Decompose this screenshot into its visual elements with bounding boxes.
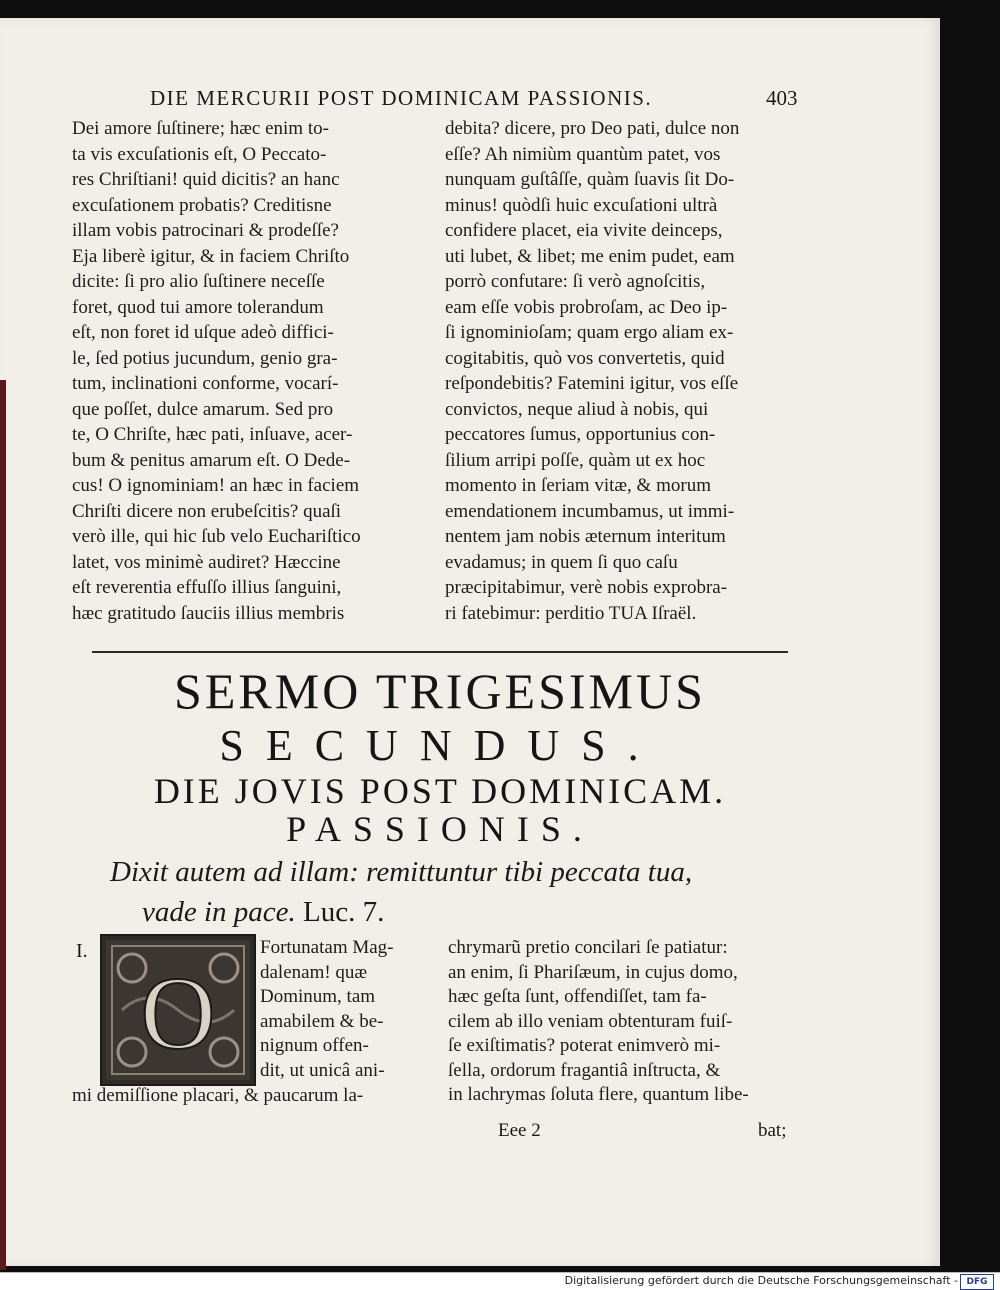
text-line: cus! O ignominiam! an hæc in faciem	[72, 475, 360, 496]
text-line: momento in ſeriam vitæ, & morum	[445, 475, 711, 496]
text-line: mi demiſſione placari, & paucarum la-	[72, 1085, 364, 1106]
text-line: ſella, ordorum fragantiâ inſtructa, &	[448, 1059, 721, 1081]
drop-cap-ornament	[100, 934, 256, 1086]
funding-notice: Digitalisierung gefördert durch die Deutsche Forschungsgemeinschaft -	[564, 1274, 958, 1287]
sermon-title-line3: DIE JOVIS POST DOMINICAM.	[153, 771, 727, 811]
text-line: ſi ignominioſam; quam ergo aliam ex-	[445, 322, 734, 343]
text-line: eſt reverentia effuſſo illius ſanguini,	[72, 577, 342, 598]
text-line: ri fatebimur: perditio TUA Iſraël.	[445, 602, 697, 624]
text-line: illam vobis patrocinari & prodeſſe?	[72, 220, 339, 241]
text-line: dit, ut unicâ ani-	[260, 1059, 385, 1081]
section1-beside-cap	[260, 936, 425, 1083]
text-line: Chriſti dicere non erubeſcitis? quaſi	[72, 500, 342, 522]
text-line: que poſſet, dulce amarum. Sed pro	[72, 398, 334, 420]
text-line: chrymarũ pretio concilari ſe patiatur:	[448, 937, 728, 958]
text-line: le, ſed potius jucundum, genio gra-	[72, 347, 338, 369]
text-line: Dei amore ſuſtinere; hæc enim to-	[72, 118, 329, 139]
left-column	[72, 116, 424, 626]
epigraph	[110, 852, 810, 932]
text-line: minus! quòdſi huic excuſationi ultrà	[445, 194, 718, 216]
text-line: dalenam! quæ	[260, 961, 368, 983]
text-line: excuſationem probatis? Creditisne	[72, 194, 332, 216]
page-number: 403	[766, 86, 798, 110]
text-line: in lachrymas ſoluta flere, quantum libe-	[448, 1084, 749, 1105]
text-line: evadamus; in quem ſi quo caſu	[445, 551, 678, 573]
sermon-title-line4: PASSIONIS.	[286, 809, 594, 849]
text-line: dicite: ſi pro alio ſuſtinere neceſſe	[72, 271, 325, 292]
text-line: hæc gratitudo ſauciis illius membris	[72, 602, 345, 624]
text-line: tum, inclinationi conforme, vocarí-	[72, 373, 339, 394]
signature-mark: Eee 2	[498, 1120, 541, 1141]
text-line: nignum offen-	[260, 1035, 369, 1056]
text-line: amabilem & be-	[260, 1010, 384, 1032]
section1-left-continue	[72, 1083, 424, 1109]
sermon-title-line1: SERMO TRIGESIMUS	[174, 663, 706, 719]
text-line: res Chriſtiani! quid dicitis? an hanc	[72, 169, 340, 190]
text-line: nentem jam nobis æternum interitum	[445, 526, 726, 547]
text-line: bum & penitus amarum eſt. O Dede-	[72, 449, 351, 471]
text-line: te, O Chriſte, hæc pati, inſuave, acer-	[72, 424, 353, 445]
text-line: Fortunatam Mag-	[260, 937, 394, 958]
epigraph-line1: Dixit autem ad illam: remittuntur tibi peccata tua,	[110, 856, 693, 888]
dfg-logo: DFG	[960, 1274, 994, 1290]
section1-right-column	[448, 936, 800, 1108]
running-header: DIE MERCURII POST DOMINICAM PASSIONIS.	[150, 86, 653, 110]
footer-bar	[0, 1272, 1000, 1290]
text-line: cilem ab illo veniam obtenturam fuiſ-	[448, 1010, 733, 1032]
epigraph-reference: Luc. 7.	[303, 896, 385, 928]
text-line: præcipitabimur, verè nobis exprobra-	[445, 577, 728, 598]
text-line: foret, quod tui amore tolerandum	[72, 296, 324, 318]
text-line: ſe exiſtimatis? poterat enimverò mi-	[448, 1035, 721, 1056]
text-line: an enim, ſi Phariſæum, in cujus domo,	[448, 961, 738, 983]
text-line: latet, vos minimè audiret? Hæccine	[72, 551, 341, 573]
text-line: uti lubet, & libet; me enim pudet, eam	[445, 245, 735, 267]
text-line: debita? dicere, pro Deo pati, dulce non	[445, 118, 740, 139]
text-line: eam eſſe vobis probroſam, ac Deo ip-	[445, 296, 728, 318]
section-marker: I.	[76, 940, 88, 962]
sermon-title-line2: SECUNDUS.	[219, 721, 661, 770]
text-line: eſſe? Ah nimiùm quantùm patet, vos	[445, 143, 721, 165]
text-line: peccatores ſumus, opportunius con-	[445, 424, 716, 445]
catchword: bat;	[758, 1120, 787, 1141]
text-line: eſt, non foret id uſque adeò diffici-	[72, 322, 334, 343]
text-line: ta vis excuſationis eſt, O Peccato-	[72, 143, 327, 165]
text-line: reſpondebitis? Fatemini igitur, vos eſſe	[445, 373, 739, 394]
text-line: nunquam guſtâſſe, quàm ſuavis ſit Do-	[445, 169, 735, 190]
text-line: cogitabitis, quò vos convertetis, quid	[445, 347, 725, 369]
epigraph-line2: vade in pace.	[142, 896, 296, 928]
right-column	[445, 116, 797, 626]
book-edge	[0, 380, 6, 1270]
text-line: ſilium arripi poſſe, quàm ut ex hoc	[445, 449, 706, 471]
text-line: verò ille, qui hic ſub velo Euchariſtico	[72, 526, 361, 547]
text-line: emendationem incumbamus, ut immi-	[445, 500, 735, 522]
drop-cap-letter: O	[140, 956, 216, 1071]
section-divider	[92, 651, 788, 653]
text-line: porrò confutare: ſi verò agnoſcitis,	[445, 271, 706, 292]
text-line: convictos, neque aliud à nobis, qui	[445, 398, 709, 420]
text-line: Dominum, tam	[260, 986, 376, 1007]
text-line: confidere placet, eia vivite deinceps,	[445, 220, 723, 241]
text-line: Eja liberè igitur, & in faciem Chriſto	[72, 245, 350, 267]
text-line: hæc geſta ſunt, offendiſſet, tam fa-	[448, 986, 707, 1007]
